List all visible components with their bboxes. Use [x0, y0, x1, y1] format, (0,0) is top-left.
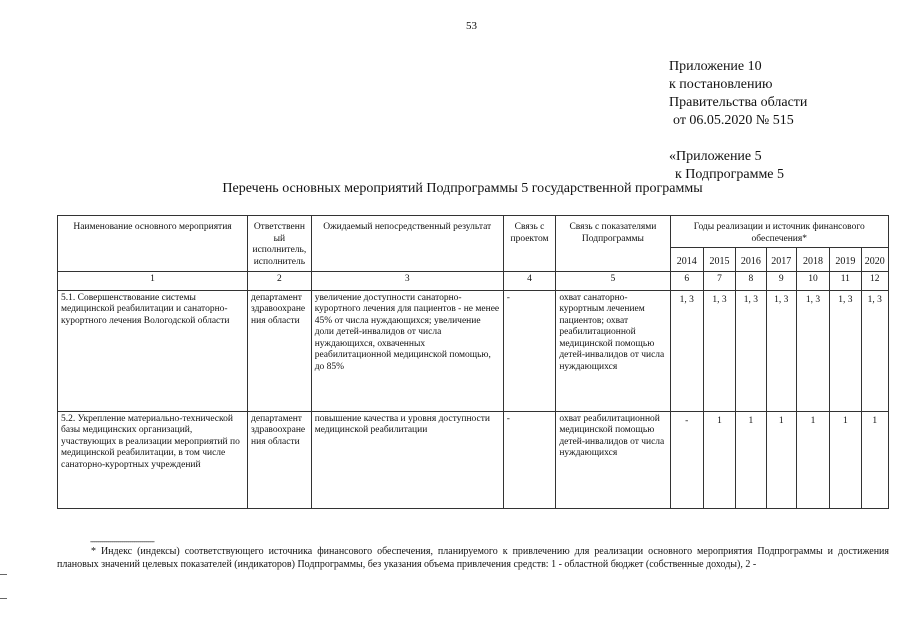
footnote-separator: --------------------------------	[90, 536, 154, 546]
header-years-group: Годы реализации и источник финансового обеспечения*	[670, 216, 888, 248]
column-number-row	[58, 271, 889, 290]
subappendix-line-1: «Приложение 5	[669, 149, 762, 164]
column-number: 3	[311, 271, 503, 290]
table-row	[58, 290, 889, 411]
measure-name: 5.1. Совершенствование системы медицинской реабилитации и санаторно-курортного лечения Вологодской области	[58, 290, 248, 411]
measure-executor: департамент здравоохране ния области	[248, 411, 312, 508]
header-year-2016: 2016	[736, 248, 766, 272]
document-title	[0, 181, 905, 197]
column-number: 11	[830, 271, 861, 290]
measure-year-2019: 1	[830, 411, 861, 508]
header-year-2015: 2015	[703, 248, 735, 272]
measure-year-2015: 1, 3	[703, 290, 735, 411]
measures-table	[57, 215, 889, 509]
measure-name: 5.2. Укрепление материально-технической базы медицинских организаций, участвующих в реализации мероприятий по медицинской реабилитации, в том числе санаторно-курортных учреждений	[58, 411, 248, 508]
appendix-line-2: к постановлению	[669, 77, 773, 92]
column-number: 8	[736, 271, 766, 290]
header-name: Наименование основного мероприятия	[58, 216, 248, 272]
measure-year-2018: 1, 3	[796, 290, 829, 411]
measure-year-2017: 1, 3	[766, 290, 796, 411]
column-number: 2	[248, 271, 312, 290]
measure-result: увеличение доступности санаторно-курортного лечения для пациентов - не менее 45% от числа нуждающихся; увеличение доли детей-инвалидов от числа нуждающихся, охваченных реабилитационной медицинской помощью, до 85%	[311, 290, 503, 411]
column-number: 5	[556, 271, 670, 290]
measure-result: повышение качества и уровня доступности медицинской реабилитации	[311, 411, 503, 508]
header-executor: Ответственн ый исполнитель, исполнитель	[248, 216, 312, 272]
measure-year-2018: 1	[796, 411, 829, 508]
margin-mark	[0, 574, 7, 575]
header-year-2014: 2014	[670, 248, 703, 272]
measure-indicators: охват санаторно-курортным лечением пациентов; охват реабилитационной медицинской помощью детей-инвалидов от числа нуждающихся	[556, 290, 670, 411]
appendix-line-3: Правительства области	[669, 95, 808, 110]
measure-project: -	[503, 290, 556, 411]
footnote	[57, 545, 889, 571]
header-project: Связь с проектом	[503, 216, 556, 272]
header-year-2017: 2017	[766, 248, 796, 272]
header-indicators: Связь с показателями Подпрограммы	[556, 216, 670, 272]
margin-mark	[0, 598, 7, 599]
measure-year-2017: 1	[766, 411, 796, 508]
column-number: 12	[861, 271, 888, 290]
measure-indicators: охват реабилитационной медицинской помощью детей-инвалидов от числа нуждающихся	[556, 411, 670, 508]
header-year-2018: 2018	[796, 248, 829, 272]
column-number: 9	[766, 271, 796, 290]
subappendix-block	[669, 148, 784, 184]
measure-year-2020: 1, 3	[861, 290, 888, 411]
table-row	[58, 411, 889, 508]
measure-year-2020: 1	[861, 411, 888, 508]
header-row	[58, 216, 889, 248]
measure-project: -	[503, 411, 556, 508]
document-title-text: Перечень основных мероприятий Подпрограммы 5 государственной программы	[222, 181, 703, 196]
measure-year-2014: -	[670, 411, 703, 508]
header-year-2020: 2020	[861, 248, 888, 272]
column-number: 1	[58, 271, 248, 290]
appendix-block	[669, 58, 807, 130]
measure-year-2015: 1	[703, 411, 735, 508]
column-number: 6	[670, 271, 703, 290]
measure-year-2016: 1, 3	[736, 290, 766, 411]
measure-year-2016: 1	[736, 411, 766, 508]
footnote-text: * Индекс (индексы) соответствующего источника финансового обеспечения, планируемого к привлечению для реализации основного мероприятия Подпрограммы и достижения плановых значений целевых показателей (индикаторов) Подпрограммы, без указания объема привлечения средств: 1 - областной бюджет (собственные доходы), 2 -	[57, 546, 889, 570]
header-result: Ожидаемый непосредственный результат	[311, 216, 503, 272]
measure-executor: департамент здравоохране ния области	[248, 290, 312, 411]
column-number: 4	[503, 271, 556, 290]
column-number: 10	[796, 271, 829, 290]
appendix-line-1: Приложение 10	[669, 59, 762, 74]
page-number: 53	[466, 20, 477, 32]
measure-year-2019: 1, 3	[830, 290, 861, 411]
appendix-line-4: от 06.05.2020 № 515	[673, 113, 794, 128]
subappendix-line-2: к Подпрограмме 5	[675, 167, 785, 182]
measure-year-2014: 1, 3	[670, 290, 703, 411]
column-number: 7	[703, 271, 735, 290]
header-year-2019: 2019	[830, 248, 861, 272]
